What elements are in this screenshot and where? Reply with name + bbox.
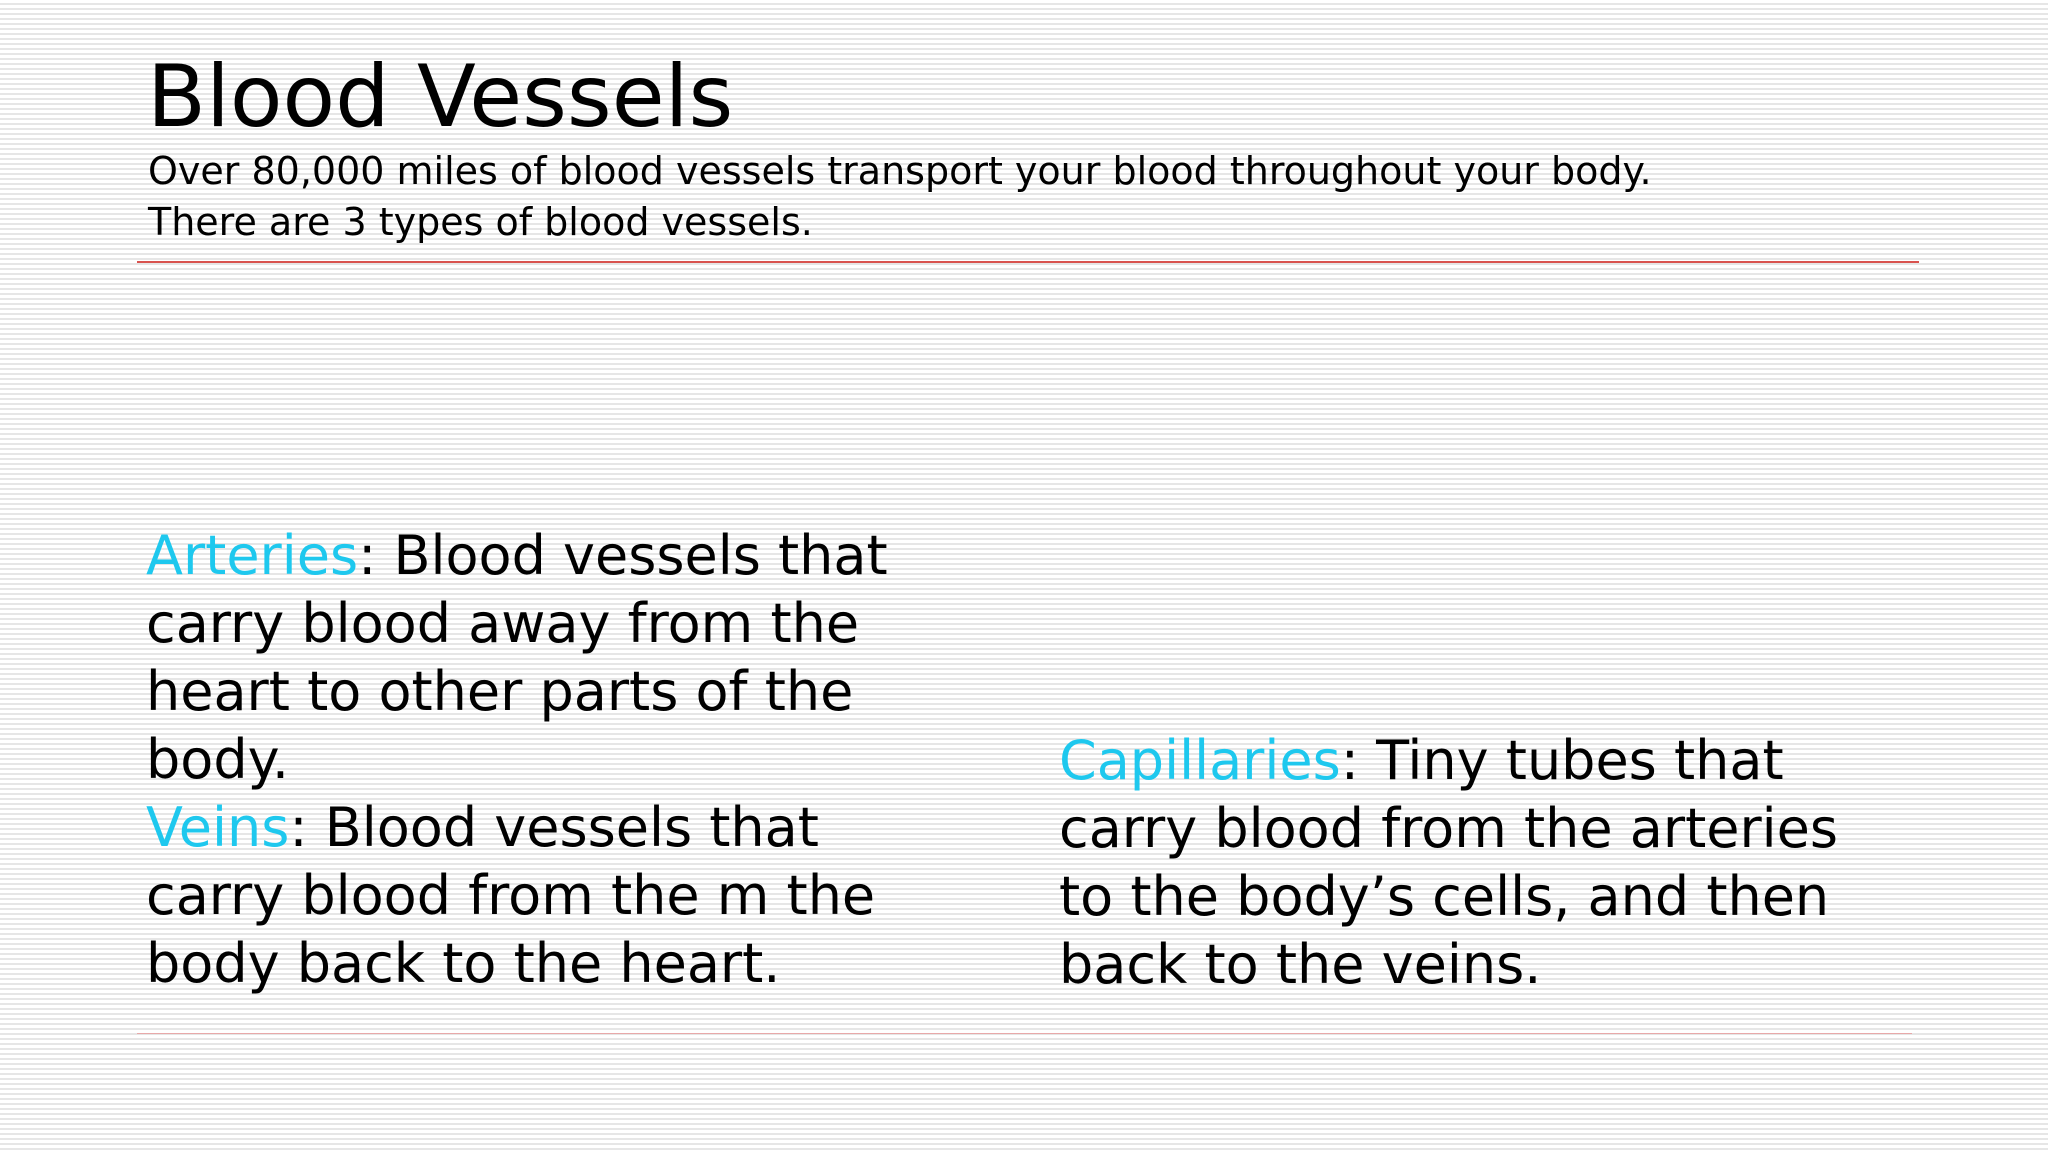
definition-line: body. [146,728,290,791]
definition-line [146,522,1026,590]
definition-line: back to the veins. [1059,933,1542,996]
definition-line: to the body’s cells, and then [1059,865,1830,928]
capillaries-text: : Tiny tubes that [1340,729,1784,792]
definition-line: carry blood away from the [146,592,860,655]
capillaries-definition [1059,727,1959,999]
definition-line: carry blood from the m the [146,864,876,927]
subtitle-line: Over 80,000 miles of blood vessels transport your blood throughout your body. [148,149,1652,193]
left-column [146,522,1026,998]
slide-subtitle [148,146,1948,248]
definition-line: carry blood from the arteries [1059,797,1839,860]
definition-line [1059,727,1959,795]
slide-title: Blood Vessels [147,47,734,147]
arteries-definition [146,522,1026,794]
subtitle-line: There are 3 types of blood vessels. [148,200,813,244]
top-divider [137,261,1919,263]
definition-line: body back to the heart. [146,932,781,995]
bottom-divider [137,1033,1912,1034]
right-column [1059,727,1959,999]
definition-line: heart to other parts of the [146,660,854,723]
definition-line [146,794,1026,862]
capillaries-term: Capillaries [1059,729,1341,792]
veins-text: : Blood vessels that [289,796,819,859]
arteries-term: Arteries [146,524,359,587]
veins-term: Veins [146,796,290,859]
arteries-text: : Blood vessels that [358,524,888,587]
veins-definition [146,794,1026,998]
